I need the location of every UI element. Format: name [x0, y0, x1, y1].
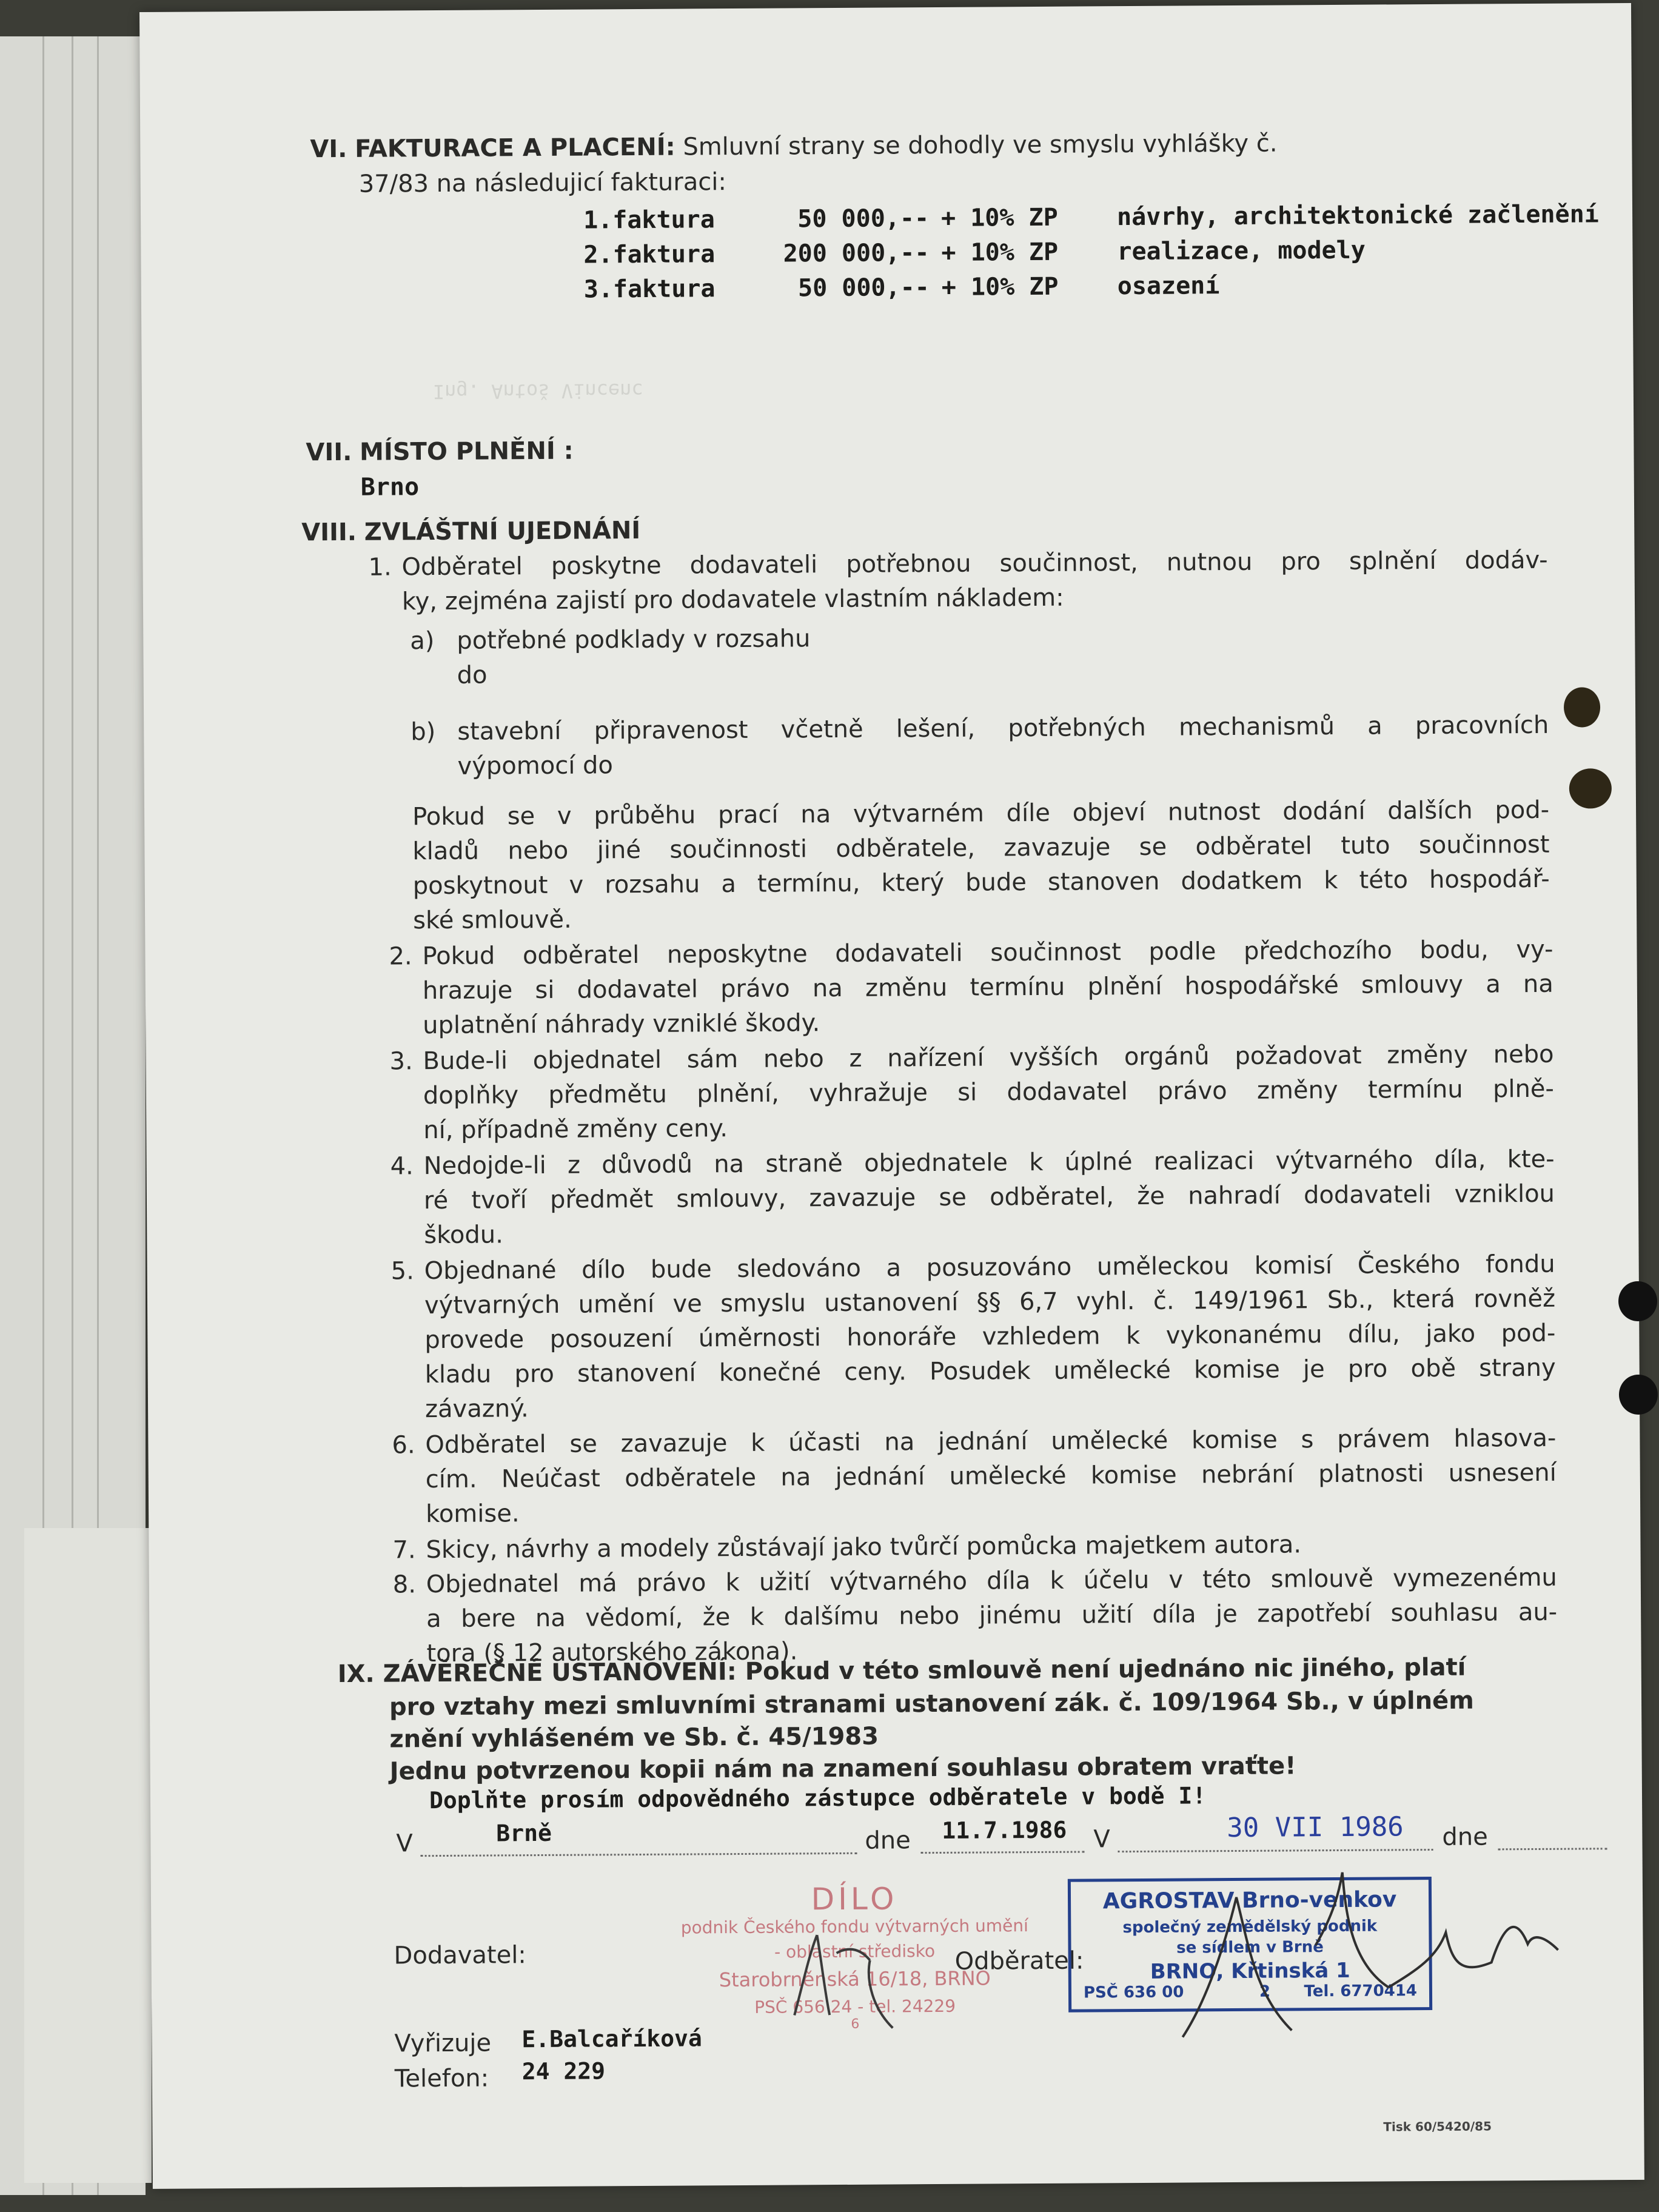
- section-text: Jednu potvrzenou kopii nám na znamení souhlasu obratem vraťte!: [389, 1752, 1296, 1786]
- place-value: Brno: [360, 473, 420, 501]
- subitem-text: stavební připravenost včetně lešení, potřebných mechanismů a pracovních: [457, 711, 1549, 746]
- bleed-through-text: Ing. Antoš Vincenc: [432, 378, 643, 404]
- item-text: provede posouzení úměrnosti honoráře vzhledem k vykonanému dílu, jako pod-: [424, 1319, 1556, 1355]
- phone-value: 24 229: [521, 2057, 606, 2085]
- date-line: [921, 1851, 1085, 1854]
- phone-label: Telefon:: [394, 2064, 489, 2093]
- item-text: Odběratel se zavazuje k účasti na jednání umělecké komise s právem hlasova-: [425, 1424, 1557, 1460]
- item-text: závazný.: [424, 1395, 529, 1424]
- item-text: Odběratel poskytne dodavateli potřebnou součinnost, nutnou pro splnění dodáv-: [401, 546, 1548, 581]
- item-text: škodu.: [424, 1221, 503, 1250]
- section-heading: ZÁVĚREČNÉ USTANOVENÍ:: [383, 1658, 737, 1688]
- dne-label: dne: [1442, 1823, 1488, 1851]
- item-text: tora (§ 12 autorského zákona).: [426, 1637, 798, 1668]
- place-line: [421, 1852, 857, 1857]
- contract-page: [139, 3, 1644, 2189]
- section-vi: [310, 125, 1599, 304]
- item-text: Nedojde-li z důvodů na straně objednatele k úplné realizaci výtvarného díla, kte-: [423, 1145, 1555, 1181]
- item-text: Objednané dílo bude sledováno a posuzováno uměleckou komisí Českého fondu: [424, 1250, 1555, 1285]
- item-number: 4.: [390, 1152, 414, 1181]
- invoice-row: 2.faktura 200 000,-- + 10% ZP realizace, modely: [583, 236, 1366, 269]
- section-text: Smluvní strany se dohodly ve smyslu vyhlášky č.: [683, 129, 1278, 161]
- paragraph-line: poskytnout v rozsahu a termínu, který bude stanoven dodatkem k této hospodář-: [412, 865, 1550, 900]
- background-page: [24, 1528, 152, 2183]
- invoice-row: 3.faktura 50 000,-- + 10% ZP osazení: [583, 272, 1220, 304]
- section-number: VIII.: [301, 518, 357, 547]
- supplier-stamp: DÍLO podnik Českého fondu výtvarných umění - oblastní středisko Starobrněnská 16/18, BRNO PSČ 656 24 - tel. 24229 6: [680, 1881, 1028, 2032]
- item-text: cím. Neúčast odběratele na jednání umělecké komise nebrání platnosti usnesení: [425, 1458, 1557, 1494]
- supplier-signature: [782, 1923, 897, 2033]
- place-line: [1118, 1849, 1433, 1852]
- section-number: VII.: [306, 438, 352, 467]
- invoice-row: 1.faktura 50 000,-- + 10% ZP návrhy, architektonické začlenění: [583, 200, 1599, 235]
- place-value: Brně: [496, 1819, 552, 1847]
- v-label: V: [396, 1829, 413, 1858]
- handled-value: E.Balcaříková: [521, 2025, 702, 2053]
- section-viii: [301, 508, 1593, 1668]
- item-text: Bude-li objednatel sám nebo z nařízení vyšších orgánů požadovat změny nebo: [423, 1040, 1554, 1076]
- punch-hole: [1619, 1375, 1658, 1415]
- customer-stamp: AGROSTAV Brno-venkov společný zemědělský podnik se sídlem v Brně BRNO, Křtinská 1 PSČ 636 00 2 Tel. 6770414: [1068, 1877, 1432, 2013]
- item-number: 1.: [368, 553, 392, 581]
- item-text: výtvarných umění ve smyslu ustanovení §§ 6,7 vyhl. č. 149/1961 Sb., která rovněž: [424, 1284, 1556, 1320]
- item-number: 7.: [392, 1536, 416, 1564]
- item-number: 6.: [392, 1431, 415, 1460]
- item-text: doplňky předmětu plnění, vyhražuje si dodavatel právo změny termínu plně-: [423, 1074, 1555, 1110]
- section-text: pro vztahy mezi smluvními stranami ustanovení zák. č. 109/1964 Sb., v úplném: [389, 1686, 1475, 1721]
- paragraph-line: ské smlouvě.: [413, 905, 572, 935]
- item-text: komise.: [426, 1500, 520, 1529]
- item-number: 8.: [392, 1570, 417, 1599]
- dne-label: dne: [865, 1826, 911, 1855]
- subitem-text: do: [457, 661, 488, 689]
- v-label: V: [1093, 1825, 1110, 1854]
- typed-note: Doplňte prosím odpovědného zástupce odběratele v bodě I!: [429, 1782, 1207, 1814]
- item-text: kladu pro stanovení konečné ceny. Posudek umělecké komise je pro obě strany: [424, 1353, 1556, 1389]
- item-text: ré tvoří předmět smlouvy, zavazuje se odběratel, že nahradí dodavateli vzniklou: [423, 1179, 1555, 1215]
- customer-date: 30 VII 1986: [1227, 1811, 1404, 1844]
- item-text: ky, zejména zajistí pro dodavatele vlastním nákladem:: [401, 583, 1064, 616]
- subitem-text: potřebné podklady v rozsahu: [457, 625, 811, 655]
- subitem-text: výpomocí do: [457, 751, 614, 780]
- date-line: [1498, 1848, 1607, 1850]
- punch-hole: [1569, 768, 1612, 808]
- section-heading: MÍSTO PLNĚNÍ :: [359, 437, 574, 466]
- section-number: IX.: [337, 1660, 375, 1689]
- punch-hole: [1564, 687, 1600, 727]
- paragraph-line: kladů nebo jiné součinnosti odběratele, zavazuje se odběratel tuto součinnost: [412, 830, 1550, 866]
- item-number: 5.: [390, 1257, 415, 1285]
- section-heading: ZVLÁŠTNÍ UJEDNÁNÍ: [364, 516, 641, 546]
- customer-signature: [1133, 1853, 1577, 2049]
- supplier-label: Dodavatel:: [394, 1941, 526, 1970]
- item-number: 2.: [389, 942, 412, 971]
- print-code: Tisk 60/5420/85: [1383, 2119, 1492, 2134]
- section-vii: [306, 432, 912, 501]
- supplier-date: 11.7.1986: [942, 1816, 1067, 1844]
- item-text: Pokud odběratel neposkytne dodavateli součinnost podle předchozího bodu, vy-: [422, 935, 1553, 971]
- item-text: hrazuje si dodavatel právo na změnu termínu plnění hospodářské smlouvy a na: [422, 970, 1553, 1005]
- item-text: uplatnění náhrady vzniklé škody.: [423, 1009, 820, 1040]
- section-heading: FAKTURACE A PLACENÍ:: [355, 133, 675, 163]
- section-text: Pokud v této smlouvě není ujednáno nic jiného, platí: [745, 1653, 1466, 1686]
- item-text: ní, případně změny ceny.: [423, 1114, 728, 1145]
- item-text: Skicy, návrhy a modely zůstávají jako tvůrčí pomůcka majetkem autora.: [426, 1530, 1302, 1564]
- subitem-letter: b): [411, 718, 436, 746]
- customer-label: Odběratel:: [954, 1946, 1084, 1976]
- handled-label: Vyřizuje: [394, 2029, 492, 2058]
- section-text: znění vyhlášeném ve Sb. č. 45/1983: [389, 1722, 879, 1754]
- item-text: Objednatel má právo k užití výtvarného díla k účelu v této smlouvě vymezenému: [426, 1563, 1557, 1599]
- section-text: 37/83 na následujicí fakturaci:: [358, 168, 726, 198]
- item-number: 3.: [389, 1047, 413, 1076]
- subitem-letter: a): [410, 627, 435, 655]
- section-number: VI.: [310, 135, 347, 164]
- paragraph-line: Pokud se v průběhu prací na výtvarném díle objeví nutnost dodání dalších pod-: [412, 796, 1550, 831]
- item-text: a bere na vědomí, že k dalšímu nebo jinému užití díla je zapotřebí souhlasu au-: [426, 1598, 1558, 1634]
- punch-hole: [1618, 1281, 1657, 1321]
